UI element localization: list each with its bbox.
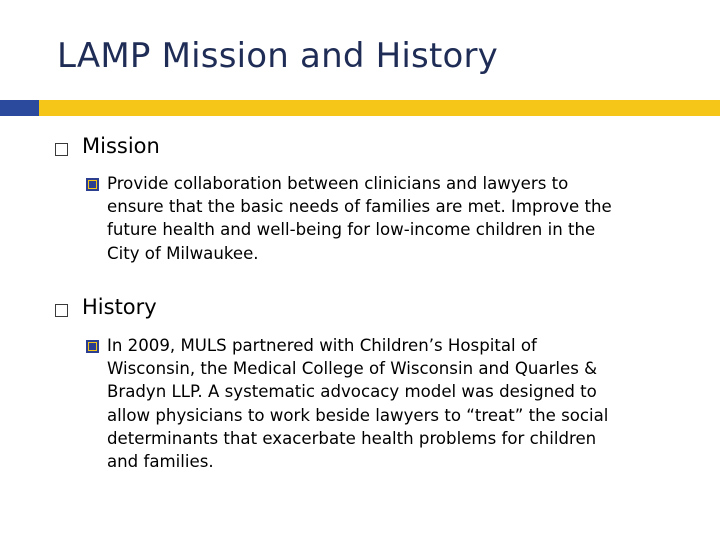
history-text-line: Bradyn LLP. A systematic advocacy model was designed to — [107, 382, 597, 402]
history-text-line: and families. — [107, 452, 214, 472]
square-bullet-icon — [55, 143, 68, 156]
history-text-line: allow physicians to work beside lawyers to “treat” the social — [107, 405, 609, 425]
mission-text-line: future health and well-being for low-income children in the — [107, 220, 596, 240]
mission-text — [107, 172, 612, 265]
history-text — [107, 334, 608, 473]
title-accent-bar-blue — [0, 100, 39, 116]
history-text-line: Wisconsin, the Medical College of Wisconsin and Quarles & — [107, 359, 598, 379]
square-bullet-icon — [86, 178, 99, 191]
square-bullet-icon — [86, 340, 99, 353]
history-text-line: In 2009, MULS partnered with Children’s Hospital of — [107, 336, 537, 355]
square-bullet-icon — [55, 304, 68, 317]
mission-text-line: ensure that the basic needs of families are met. Improve the — [107, 197, 612, 217]
title-accent-bar-yellow — [39, 100, 720, 116]
slide-title: LAMP Mission and History — [57, 36, 498, 76]
history-text-line: determinants that exacerbate health problems for children — [107, 428, 597, 448]
mission-heading: Mission — [82, 134, 160, 158]
history-heading: History — [82, 295, 157, 319]
mission-text-line: City of Milwaukee. — [107, 243, 259, 263]
mission-text-line: Provide collaboration between clinicians and lawyers to — [107, 174, 569, 193]
